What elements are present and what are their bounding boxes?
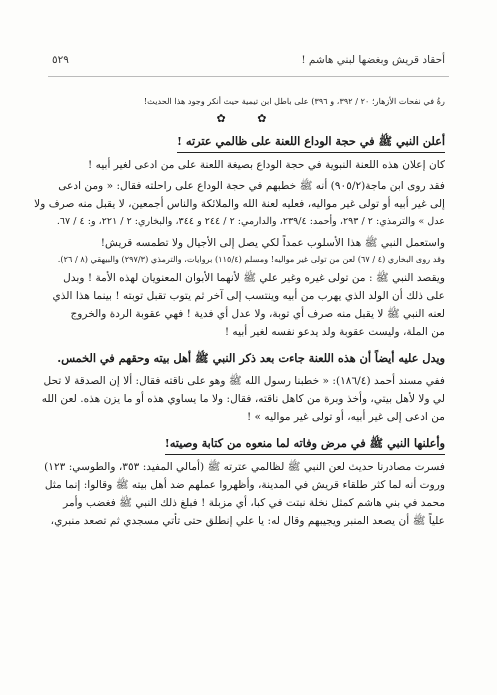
section-2 [41, 347, 445, 426]
page-number: ٥٢٩ [52, 54, 69, 66]
paragraph-line: محمد في بني هاشم كمثل نخلة نبتت في كبا، أي مزبلة ! فبلغ ذلك النبي ﷺ فغضب وأمر [63, 497, 445, 509]
paragraph-line: على ذلك أن الولد الذي يهرب من أبيه وينتسب إلى آخر ثم يتوب تقبل توبته ! بينما هذا الذي [52, 290, 445, 302]
paragraph-line: واستعمل النبي ﷺ هذا الأسلوب عمداً لكي يصل إلى الأجيال ولا تطمسه قريش! [100, 237, 445, 249]
paragraph-line: إلى غير أبيه أو تولى غير مواليه، فعليه لعنة الله والملائكة والناس أجمعين، لا يقبل منه صرف ولا [34, 198, 445, 210]
paragraph-line: من الملة، وليست عقوبة ولد يدعو نفسه لغير أبيه ! [224, 326, 445, 338]
paragraph-line: عدل » والترمذي: ٢ / ٢٩٣، وأحمد: ٢٣٩/٤، والدارمي: ٢ / ٢٤٤ و ٣٤٤، والبخاري: ٢ / ٢٢١، و: ٤ / ٦٧. [56, 216, 445, 227]
paragraph-line: علياً ﷺ أن يصعد المنبر ويجيبهم وقال له: يا علي إنطلق حتى تأتي مسجدي ثم تصعد منبري، [50, 515, 445, 527]
section-1-heading: أعلن النبي ﷺ في حجة الوداع اللعنة على ظالمي عترته ! [177, 131, 445, 153]
paragraph-line: وروت أنه لما كثر طلقاء قريش في المدينة، وأظهروا عملهم ضد أهل بيته ﷺ وقالوا: إنما مثل [44, 479, 445, 491]
header-rule [48, 76, 449, 77]
paragraph-line: فسرت مصادرنا حديث لعن النبي ﷺ لظالمي عترته ﷺ (أمالي المفيد: ٣٥٣، والطوسي: ١٢٣) [44, 461, 445, 473]
section-1 [34, 130, 445, 341]
paragraph-line: فقد روى ابن ماجة(٩٠٥/٢) أنه ﷺ خطبهم في حجة الوداع على راحلته فقال: « ومن ادعى [58, 180, 445, 192]
citation-note: وقد روى البخاري (٤ / ٦٧) لعن من تولى غير مواليه! ومسلم (١١٥/٤) بروايات، والترمذي (٢٩٧/٣) والبيهقي (٨ / ٢٦). [57, 254, 445, 264]
section-3 [44, 432, 445, 530]
separator-ornament: ✿ ✿ [216, 112, 281, 125]
section-3-heading: وأعلنها النبي ﷺ في مرض وفاته لما منعوه من كتابة وصيته! [165, 433, 445, 455]
running-title: أحقاد قريش وبغضها لبني هاشم ! [301, 54, 445, 66]
page-header [52, 52, 445, 68]
page-body [34, 94, 445, 530]
intro-note: رةُ في نفحات الأزهار؛ ٢٠ / ٣٩٢، و ٣٩٦) على باطل ابن تيمية حيث أنكر وجود هذا الحديث! [143, 96, 445, 106]
paragraph-line: ويقصد النبي ﷺ : من تولى غيره وغير علي ﷺ لأنهما الأبوان المعنويان لهذه الأمة ! وبدل [63, 272, 445, 284]
paragraph-line: كان إعلان هذه اللعنة النبوية في حجة الوداع بصيغة اللعنة على من ادعى لغير أبيه ! [88, 159, 445, 171]
paragraph-line: لعنه النبي ﷺ لا يقبل منه صرف أي توبة، ولا عدل أي فدية ! فهي عقوبة الردة والخروج [70, 308, 445, 320]
section-2-heading: ويدل عليه أيضاً أن هذه اللعنة جاءت بعد ذكر النبي ﷺ أهل بيته وحقهم في الخمس. [57, 351, 445, 365]
paragraph-line: من ادعى إلى غير أبيه، أو تولى غير مواليه » ! [246, 411, 445, 423]
paragraph-line: لي ولا لأهل بيتي، وأخذ وبرة من كاهل ناقته، فقال: ولا ما يساوي هذه أو ما يزن هذه. لعن الله [41, 393, 445, 405]
paragraph-line: ففي مسند أحمد (١٨٦/٤): « خطبنا رسول الله ﷺ وهو على ناقته فقال: ألا إن الصدقة لا تحل [43, 375, 445, 387]
